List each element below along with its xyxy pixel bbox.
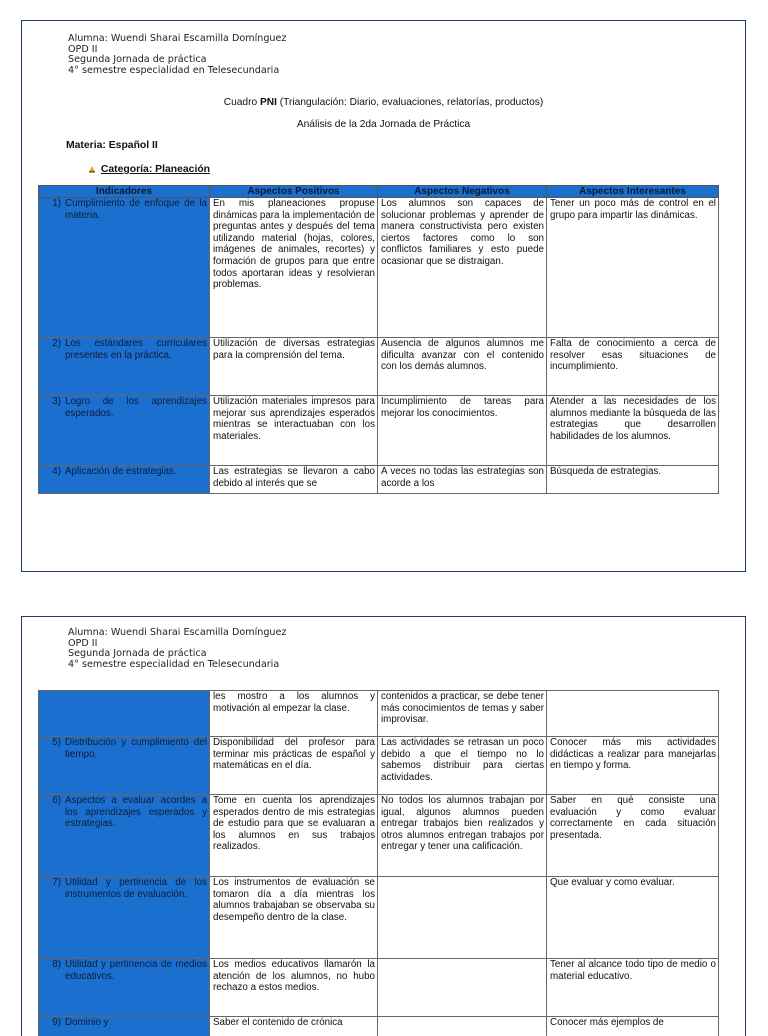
table-row bbox=[39, 795, 719, 877]
indicator-cell: 7) Utilidad y pertinencia de los instrumentos de evaluación. bbox=[39, 877, 210, 959]
table-row bbox=[39, 737, 719, 795]
document-page-2 bbox=[21, 616, 746, 1036]
interesting-cell: Conocer más ejemplos de bbox=[547, 1017, 719, 1036]
negative-cell: Incumplimiento de tareas para mejorar los conocimientos. bbox=[378, 396, 547, 466]
positive-cell: Los medios educativos llamarón la atención de los alumnos, no hubo rechazo a estos medios. bbox=[210, 959, 378, 1017]
table-row bbox=[39, 198, 719, 338]
indicator-cell: 3) Logro de los aprendizajes esperados. bbox=[39, 396, 210, 466]
table-row bbox=[39, 338, 719, 396]
table-row bbox=[39, 877, 719, 959]
header-line: Segunda Jornada de práctica bbox=[68, 649, 286, 660]
negative-cell: No todos los alumnos trabajan por igual, algunos alumnos pueden entregar trabajos bien realizados y otros alumnos entregan trabajos por entregar y tener una calificación. bbox=[378, 795, 547, 877]
interesting-cell: Tener un poco más de control en el grupo para impartir las dinámicas. bbox=[547, 198, 719, 338]
interesting-cell: Conocer más mis actividades didácticas a realizar para manejarlas en tiempo y forma. bbox=[547, 737, 719, 795]
header-line: Segunda Jornada de práctica bbox=[68, 55, 286, 66]
negative-cell: Los alumnos son capaces de solucionar problemas y aprender de manera constructivista pero existen ciertos factores como lo son conflictos familiares y esto puede ocasionar que se distraigan. bbox=[378, 198, 547, 338]
negative-cell: Ausencia de algunos alumnos me dificulta avanzar con el contenido con los demás alumnos. bbox=[378, 338, 547, 396]
pni-table-continued bbox=[38, 690, 719, 1036]
student-header bbox=[68, 628, 286, 670]
positive-cell: Tome en cuenta los aprendizajes esperados dentro de mis estrategias de estudio para que se evaluaran a los alumnos en sus trabajos realizados. bbox=[210, 795, 378, 877]
negative-cell: contenidos a practicar, se debe tener más conocimientos de temas y saber improvisar. bbox=[378, 691, 547, 737]
indicator-cell: 2) Los estándares curriculares presentes en la práctica. bbox=[39, 338, 210, 396]
header-line: Alumna: Wuendi Sharai Escamilla Domínguez bbox=[68, 34, 286, 45]
positive-cell: En mis planeaciones propuse dinámicas para la implementación de preguntas antes y después del tema utilizando material (hojas, colores, imágenes de animales, recortes) y formación de grupos para que entre todos aportaran ideas y resolvieran problemas. bbox=[210, 198, 378, 338]
materia-label: Materia: Español II bbox=[66, 140, 158, 151]
indicator-cell bbox=[39, 691, 210, 737]
col-header-positivos: Aspectos Positivos bbox=[210, 186, 378, 198]
indicator-cell: 8) Utilidad y pertinencia de medios educativos. bbox=[39, 959, 210, 1017]
categoria-heading: Categoría: Planeación bbox=[88, 164, 210, 175]
table-row bbox=[39, 466, 719, 494]
positive-cell: Utilización materiales impresos para mejorar sus aprendizajes esperados mientras se interactuaban con los materiales. bbox=[210, 396, 378, 466]
interesting-cell: Que evaluar y como evaluar. bbox=[547, 877, 719, 959]
interesting-cell bbox=[547, 691, 719, 737]
interesting-cell: Tener al alcance todo tipo de medio o material educativo. bbox=[547, 959, 719, 1017]
positive-cell: Utilización de diversas estrategias para la comprensión del tema. bbox=[210, 338, 378, 396]
negative-cell: A veces no todas las estrategias son acorde a los bbox=[378, 466, 547, 494]
indicator-cell: 9) Dominio y bbox=[39, 1017, 210, 1036]
positive-cell: Las estrategias se llevaron a cabo debido al interés que se bbox=[210, 466, 378, 494]
col-header-interesantes: Aspectos Interesantes bbox=[547, 186, 719, 198]
col-header-indicadores: Indicadores bbox=[39, 186, 210, 198]
negative-cell: Las actividades se retrasan un poco debido a que el tiempo no lo sabemos distribuir para ciertas actividades. bbox=[378, 737, 547, 795]
table-header-row bbox=[39, 186, 719, 198]
positive-cell: Saber el contenido de crónica bbox=[210, 1017, 378, 1036]
interesting-cell: Saber en qué consiste una evaluación y como evaluar correctamente en cada situación presentada. bbox=[547, 795, 719, 877]
col-header-negativos: Aspectos Negativos bbox=[378, 186, 547, 198]
table-row bbox=[39, 959, 719, 1017]
indicator-cell: 4) Aplicación de estrategias. bbox=[39, 466, 210, 494]
header-line: 4° semestre especialidad en Telesecundaria bbox=[68, 66, 286, 77]
table-row bbox=[39, 396, 719, 466]
interesting-cell: Búsqueda de estrategias. bbox=[547, 466, 719, 494]
table-row bbox=[39, 691, 719, 737]
negative-cell bbox=[378, 1017, 547, 1036]
table-row bbox=[39, 1017, 719, 1036]
indicator-cell: 6) Aspectos a evaluar acordes a los aprendizajes esperados y estrategias. bbox=[39, 795, 210, 877]
header-line: OPD II bbox=[68, 45, 286, 56]
positive-cell: les mostro a los alumnos y motivación al empezar la clase. bbox=[210, 691, 378, 737]
negative-cell bbox=[378, 877, 547, 959]
positive-cell: Disponibilidad del profesor para terminar mis prácticas de español y matemáticas en el día. bbox=[210, 737, 378, 795]
document-page-1 bbox=[21, 20, 746, 572]
document-subtitle: Análisis de la 2da Jornada de Práctica bbox=[22, 119, 745, 130]
student-header bbox=[68, 34, 286, 76]
interesting-cell: Falta de conocimiento a cerca de resolver esas situaciones de incumplimiento. bbox=[547, 338, 719, 396]
header-line: Alumna: Wuendi Sharai Escamilla Domínguez bbox=[68, 628, 286, 639]
header-line: 4° semestre especialidad en Telesecundaria bbox=[68, 660, 286, 671]
indicator-cell: 5) Distribución y cumplimiento del tiempo. bbox=[39, 737, 210, 795]
pni-table bbox=[38, 185, 719, 494]
interesting-cell: Atender a las necesidades de los alumnos mediante la búsqueda de las estrategias que desarrollen habilidades de los alumnos. bbox=[547, 396, 719, 466]
negative-cell bbox=[378, 959, 547, 1017]
header-line: OPD II bbox=[68, 639, 286, 650]
category-bullet-icon bbox=[88, 165, 96, 173]
positive-cell: Los instrumentos de evaluación se tomaron día a día mientras los alumnos trabajaban se observaba su desempeño dentro de la clase. bbox=[210, 877, 378, 959]
indicator-cell: 1) Cumplimiento de enfoque de la materia. bbox=[39, 198, 210, 338]
document-title: Cuadro PNI (Triangulación: Diario, evaluaciones, relatorías, productos) bbox=[22, 97, 745, 108]
